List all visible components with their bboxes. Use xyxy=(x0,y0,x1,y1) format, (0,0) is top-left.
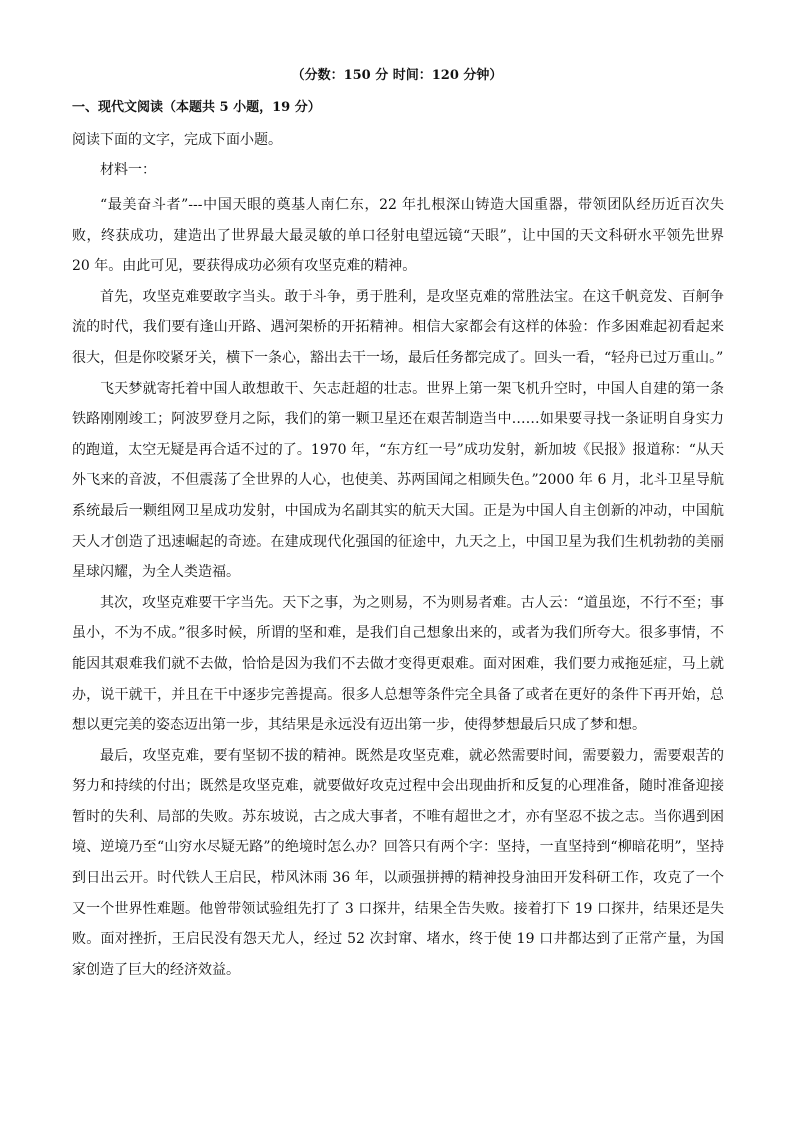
paragraph-intro: “最美奋斗者”---中国天眼的奠基人南仁东，22 年扎根深山铸造大国重器，带领团队经历近百次失败，终获成功，建造出了世界最大最灵敏的单口径射电望远镜“天眼”，让中国的天文科研水平领先世界 20 年。由此可见，要获得成功必须有攻坚克难的精神。 xyxy=(72,197,724,275)
section-heading: 一、现代文阅读（本题共 5 小题，19 分） xyxy=(72,100,321,115)
passage-body xyxy=(72,190,724,985)
paragraph-perseverance: 最后，攻坚克难，要有坚韧不拔的精神。既然是攻坚克难，就必然需要时间，需要毅力，需要艰苦的努力和持续的付出；既然是攻坚克难，就要做好攻克过程中会出现曲折和反复的心理准备，随时准备迎接暂时的失利、局部的失败。苏东坡说，古之成大事者，不唯有超世之才，亦有坚忍不拔之志。当你遇到困境、逆境乃至“山穷水尽疑无路”的绝境时怎么办？回答只有两个字：坚持，一直坚持到“柳暗花明”，坚持到日出云开。时代铁人王启民，栉风沐雨 36 年，以顽强拼搏的精神投身油田开发科研工作，攻克了一个又一个世界性难题。他曾带领试验组先打了 3 口探井，结果全告失败。接着打下 19 口探井，结果还是失败。面对挫折，王启民没有怨天尤人，经过 52 次封窜、堵水，终于使 19 口井都达到了正常产量，为国家创造了巨大的经济效益。 xyxy=(72,747,724,978)
material-label: 材料一： xyxy=(100,162,156,178)
paragraph-courage: 首先，攻坚克难要敢字当头。敢于斗争，勇于胜利，是攻坚克难的常胜法宝。在这千帆竞发、百舸争流的时代，我们要有逢山开路、遇河架桥的开拓精神。相信大家都会有这样的体验：作多困难起初看起来很大，但是你咬紧牙关，横下一条心，豁出去干一场，最后任务都完成了。回头一看，“轻舟已过万重山。” xyxy=(72,288,724,366)
paragraph-action: 其次，攻坚克难要干字当先。天下之事，为之则易，不为则易者难。古人云：“道虽迩，不行不至；事虽小，不为不成。”很多时候，所谓的坚和难，是我们自己想象出来的，或者为我们所夸大。很多事情，不能因其艰难我们就不去做，恰恰是因为我们不去做才变得更艰难。面对困难，我们要力戒拖延症，马上就办，说干就干，并且在干中逐步完善提高。很多人总想等条件完全具备了或者在更好的条件下再开始，总想以更完美的姿态迈出第一步，其结果是永远没有迈出第一步，使得梦想最后只成了梦和想。 xyxy=(72,594,724,734)
paragraph-space-dream: 飞天梦就寄托着中国人敢想敢干、矢志赶超的壮志。世界上第一架飞机升空时，中国人自建的第一条铁路刚刚竣工；阿波罗登月之际，我们的第一颗卫星还在艰苦制造当中……如果要寻找一条证明自身实力的跑道，太空无疑是再合适不过的了。1970 年，“东方红一号”成功发射，新加坡《民报》报道称：“从天外飞来的音波，不但震荡了全世界的人心，也使美、苏两国闻之相顾失色。”2000 年 6 月，北斗卫星导航系统最后一颗组网卫星成功发射，中国成为名副其实的航天大国。正是为中国人自主创新的冲动，中国航天人才创造了迅速崛起的奇迹。在建成现代化强国的征途中，九天之上，中国卫星为我们生机勃勃的美丽星球闪耀，为全人类造福。 xyxy=(72,380,724,581)
reading-instruction: 阅读下面的文字，完成下面小题。 xyxy=(72,132,282,148)
exam-info: （分数：150 分 时间：120 分钟） xyxy=(291,68,503,83)
